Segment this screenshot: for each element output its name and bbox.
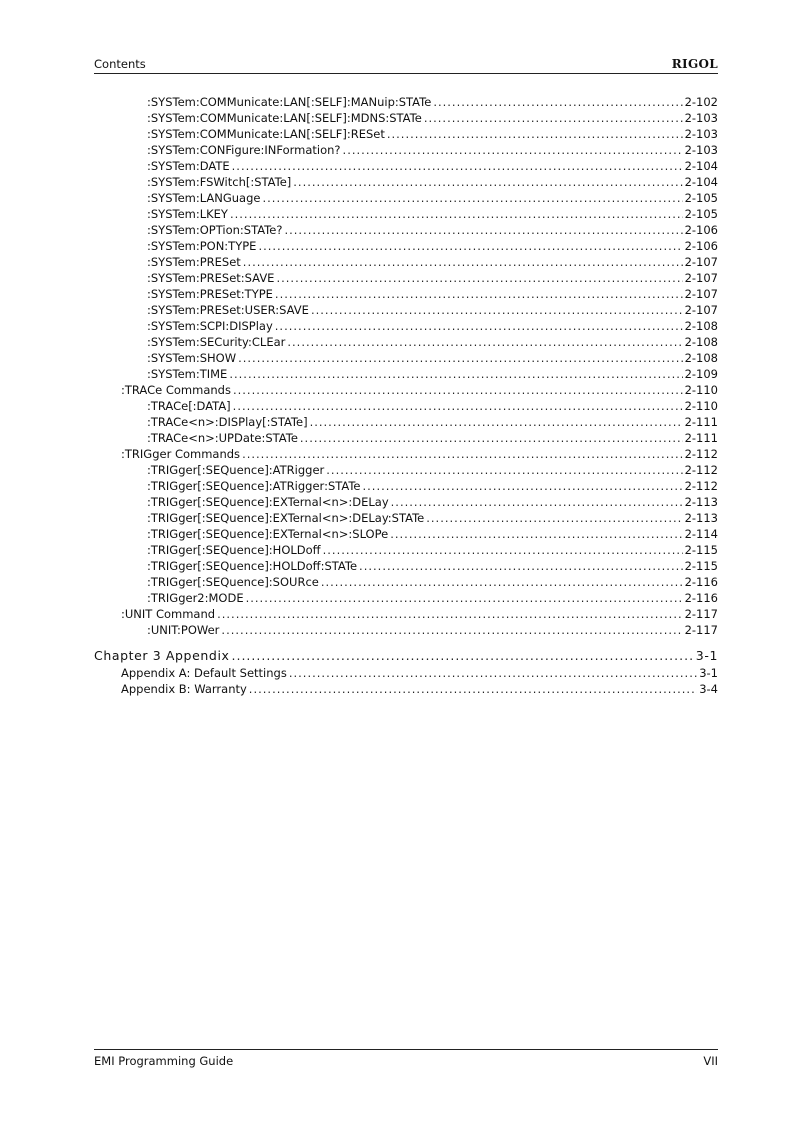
toc-dot-leader xyxy=(343,142,683,158)
toc-command-entry[interactable] xyxy=(147,222,718,238)
toc-entry-title[interactable]: :SYSTem:PRESet:USER:SAVE xyxy=(147,303,309,317)
toc-entry-title[interactable]: :TRACe<n>:DISPlay[:STATe] xyxy=(147,415,308,429)
toc-entry-page[interactable]: 2-103 xyxy=(684,143,718,157)
toc-command-entry[interactable] xyxy=(147,494,718,510)
toc-entry-title[interactable]: :SYSTem:PRESet xyxy=(147,255,241,269)
toc-dot-leader xyxy=(284,222,682,238)
toc-dot-leader xyxy=(233,382,683,398)
toc-dot-leader xyxy=(249,681,697,697)
toc-entry-page[interactable]: 2-109 xyxy=(684,367,718,381)
brand-logo: RIGOL xyxy=(671,57,718,71)
toc-entry-title[interactable]: :TRIGger[:SEQuence]:HOLDoff xyxy=(147,543,321,557)
toc-entry-title[interactable]: :TRACe<n>:UPDate:STATe xyxy=(147,431,298,445)
toc-entry-page[interactable]: 2-111 xyxy=(684,431,718,445)
toc-dot-leader xyxy=(326,462,682,478)
toc-command-entry[interactable] xyxy=(147,110,718,126)
toc-entry-page[interactable]: 2-108 xyxy=(684,351,718,365)
toc-command-entry[interactable] xyxy=(147,206,718,222)
toc-entry-page[interactable]: 2-106 xyxy=(684,239,718,253)
toc-entry-title[interactable]: :SYSTem:PON:TYPE xyxy=(147,239,257,253)
toc-command-entry[interactable] xyxy=(147,510,718,526)
toc-entry-title[interactable]: :TRIGger[:SEQuence]:SOURce xyxy=(147,575,319,589)
toc-dot-leader xyxy=(230,206,683,222)
toc-dot-leader xyxy=(289,665,697,681)
toc-entry-title[interactable]: :SYSTem:OPTion:STATe? xyxy=(147,223,283,237)
toc-entry-title[interactable]: :SYSTem:COMMunicate:LAN[:SELF]:MDNS:STATe xyxy=(147,111,422,125)
toc-entry-page[interactable]: 2-108 xyxy=(684,319,718,333)
toc-command-entry[interactable] xyxy=(147,350,718,366)
toc-entry-page[interactable]: 2-112 xyxy=(684,479,718,493)
toc-command-entry[interactable] xyxy=(147,590,718,606)
toc-command-entry[interactable] xyxy=(147,526,718,542)
toc-entry-page[interactable]: 2-102 xyxy=(684,95,718,109)
toc-entry-page[interactable]: 2-110 xyxy=(684,383,718,397)
toc-dot-leader xyxy=(311,302,683,318)
toc-command-entry[interactable] xyxy=(147,254,718,270)
toc-entry-page[interactable]: 2-110 xyxy=(684,399,718,413)
toc-appendix-entry[interactable] xyxy=(121,681,718,697)
toc-entry-page[interactable]: 2-112 xyxy=(684,447,718,461)
toc-entry-title[interactable]: :SYSTem:SCPI:DISPlay xyxy=(147,319,273,333)
table-of-contents xyxy=(0,94,793,697)
toc-dot-leader xyxy=(391,494,683,510)
toc-entry-title[interactable]: :TRACe Commands xyxy=(121,383,231,397)
toc-entry-title[interactable]: :TRIGger[:SEQuence]:EXTernal<n>:DELay:STATe xyxy=(147,511,425,525)
toc-dot-leader xyxy=(323,542,683,558)
toc-dot-leader xyxy=(275,318,683,334)
toc-dot-leader xyxy=(229,366,682,382)
toc-entry-page[interactable]: 2-112 xyxy=(684,463,718,477)
toc-dot-leader xyxy=(424,110,683,126)
toc-entry-title[interactable]: :TRIGger[:SEQuence]:EXTernal<n>:SLOPe xyxy=(147,527,389,541)
toc-entry-page[interactable]: 2-115 xyxy=(684,559,718,573)
toc-entry-page[interactable]: 2-111 xyxy=(684,415,718,429)
toc-command-entry[interactable] xyxy=(147,398,718,414)
toc-dot-leader xyxy=(426,510,682,526)
toc-entry-page[interactable]: 2-104 xyxy=(684,175,718,189)
toc-entry-page[interactable]: 2-116 xyxy=(684,575,718,589)
toc-command-entry[interactable] xyxy=(147,558,718,574)
toc-entry-page[interactable]: 2-116 xyxy=(684,591,718,605)
toc-dot-leader xyxy=(390,526,682,542)
toc-entry-title[interactable]: Appendix A: Default Settings xyxy=(121,666,287,680)
toc-section-entry[interactable] xyxy=(121,382,718,398)
toc-entry-page[interactable]: 2-108 xyxy=(684,335,718,349)
toc-dot-leader xyxy=(287,334,682,350)
toc-dot-leader xyxy=(321,574,683,590)
toc-dot-leader xyxy=(233,398,683,414)
toc-entry-page[interactable]: 2-107 xyxy=(684,255,718,269)
toc-entry-page[interactable]: 2-105 xyxy=(684,207,718,221)
toc-entry-page[interactable]: 3-1 xyxy=(699,666,718,680)
toc-entry-title[interactable]: :SYSTem:DATE xyxy=(147,159,230,173)
toc-command-entry[interactable] xyxy=(147,302,718,318)
toc-entry-title[interactable]: :SYSTem:LANGuage xyxy=(147,191,261,205)
toc-dot-leader xyxy=(293,174,682,190)
toc-command-entry[interactable] xyxy=(147,174,718,190)
toc-command-entry[interactable] xyxy=(147,574,718,590)
toc-dot-leader xyxy=(243,254,683,270)
toc-dot-leader xyxy=(276,270,682,286)
toc-entry-title[interactable]: :SYSTem:PRESet:TYPE xyxy=(147,287,273,301)
toc-entry-title[interactable]: :TRIGger Commands xyxy=(121,447,241,461)
toc-command-entry[interactable] xyxy=(147,334,718,350)
toc-command-entry[interactable] xyxy=(147,542,718,558)
header-section-title: Contents xyxy=(94,57,146,71)
toc-command-entry[interactable] xyxy=(147,430,718,446)
toc-dot-leader xyxy=(433,94,682,110)
toc-entry-title[interactable]: Chapter 3 Appendix xyxy=(94,648,230,663)
toc-entry-page[interactable]: 2-115 xyxy=(684,543,718,557)
toc-section-entry[interactable] xyxy=(121,606,718,622)
toc-entry-page[interactable]: 2-107 xyxy=(684,287,718,301)
toc-entry-page[interactable]: 2-117 xyxy=(684,623,718,637)
toc-entry-page[interactable]: 2-103 xyxy=(684,111,718,125)
toc-entry-title[interactable]: :SYSTem:SHOW xyxy=(147,351,237,365)
toc-command-entry[interactable] xyxy=(147,126,718,142)
toc-command-entry[interactable] xyxy=(147,190,718,206)
toc-section-entry[interactable] xyxy=(121,446,718,462)
toc-command-entry[interactable] xyxy=(147,142,718,158)
toc-dot-leader xyxy=(258,238,682,254)
toc-entry-title[interactable]: :SYSTem:COMMunicate:LAN[:SELF]:RESet xyxy=(147,127,385,141)
toc-dot-leader xyxy=(232,158,683,174)
toc-dot-leader xyxy=(363,478,683,494)
toc-entry-title[interactable]: :SYSTem:LKEY xyxy=(147,207,228,221)
toc-entry-title[interactable]: :TRIGger[:SEQuence]:HOLDoff:STATe xyxy=(147,559,358,573)
toc-entry-title[interactable]: :TRIGger2:MODE xyxy=(147,591,244,605)
toc-dot-leader xyxy=(238,350,682,366)
toc-entry-page[interactable]: 2-107 xyxy=(684,303,718,317)
toc-entry-page[interactable]: 2-113 xyxy=(684,495,718,509)
toc-dot-leader xyxy=(387,126,683,142)
toc-entry-page[interactable]: 2-114 xyxy=(684,527,718,541)
toc-entry-title[interactable]: :SYSTem:FSWitch[:STATe] xyxy=(147,175,292,189)
footer-doc-title: EMI Programming Guide xyxy=(94,1054,234,1068)
toc-command-entry[interactable] xyxy=(147,158,718,174)
toc-dot-leader xyxy=(242,446,683,462)
toc-entry-title[interactable]: :SYSTem:SECurity:CLEar xyxy=(147,335,286,349)
toc-entry-page[interactable]: 2-103 xyxy=(684,127,718,141)
footer-page-number: VII xyxy=(703,1054,718,1068)
page-header xyxy=(94,57,718,74)
toc-entry-title[interactable]: :SYSTem:COMMunicate:LAN[:SELF]:MANuip:STATe xyxy=(147,95,432,109)
page-footer xyxy=(94,1049,718,1070)
toc-dot-leader xyxy=(310,414,683,430)
toc-command-entry[interactable] xyxy=(147,238,718,254)
toc-command-entry[interactable] xyxy=(147,622,718,638)
toc-entry-page[interactable]: 3-4 xyxy=(699,682,718,696)
toc-entry-title[interactable]: :SYSTem:PRESet:SAVE xyxy=(147,271,275,285)
toc-entry-title[interactable]: Appendix B: Warranty xyxy=(121,682,247,696)
toc-entry-title[interactable]: :TRIGger[:SEQuence]:EXTernal<n>:DELay xyxy=(147,495,389,509)
toc-chapter-entry[interactable] xyxy=(94,647,718,665)
toc-entry-title[interactable]: :TRIGger[:SEQuence]:ATRigger xyxy=(147,463,325,477)
toc-entry-title[interactable]: :SYSTem:TIME xyxy=(147,367,228,381)
toc-entry-title[interactable]: :TRACe[:DATA] xyxy=(147,399,231,413)
toc-entry-title[interactable]: :TRIGger[:SEQuence]:ATRigger:STATe xyxy=(147,479,361,493)
toc-command-entry[interactable] xyxy=(147,414,718,430)
toc-dot-leader xyxy=(359,558,683,574)
toc-entry-page[interactable]: 2-117 xyxy=(684,607,718,621)
toc-entry-page[interactable]: 2-105 xyxy=(684,191,718,205)
toc-dot-leader xyxy=(300,430,683,446)
toc-dot-leader xyxy=(221,622,682,638)
toc-command-entry[interactable] xyxy=(147,478,718,494)
toc-entry-title[interactable]: :SYSTem:CONFigure:INFormation? xyxy=(147,143,341,157)
toc-entry-title[interactable]: :UNIT:POWer xyxy=(147,623,220,637)
toc-entry-page[interactable]: 2-113 xyxy=(684,511,718,525)
toc-dot-leader xyxy=(275,286,683,302)
toc-appendix-entry[interactable] xyxy=(121,665,718,681)
toc-command-entry[interactable] xyxy=(147,318,718,334)
toc-command-entry[interactable] xyxy=(147,462,718,478)
toc-command-entry[interactable] xyxy=(147,94,718,110)
toc-entry-page[interactable]: 2-107 xyxy=(684,271,718,285)
toc-command-entry[interactable] xyxy=(147,270,718,286)
toc-dot-leader xyxy=(232,647,694,665)
toc-command-entry[interactable] xyxy=(147,286,718,302)
toc-command-entry[interactable] xyxy=(147,366,718,382)
toc-entry-page[interactable]: 2-104 xyxy=(684,159,718,173)
toc-dot-leader xyxy=(246,590,683,606)
toc-entry-page[interactable]: 2-106 xyxy=(684,223,718,237)
toc-dot-leader xyxy=(217,606,683,622)
toc-entry-title[interactable]: :UNIT Command xyxy=(121,607,216,621)
toc-entry-page[interactable]: 3-1 xyxy=(695,648,718,663)
toc-dot-leader xyxy=(262,190,682,206)
